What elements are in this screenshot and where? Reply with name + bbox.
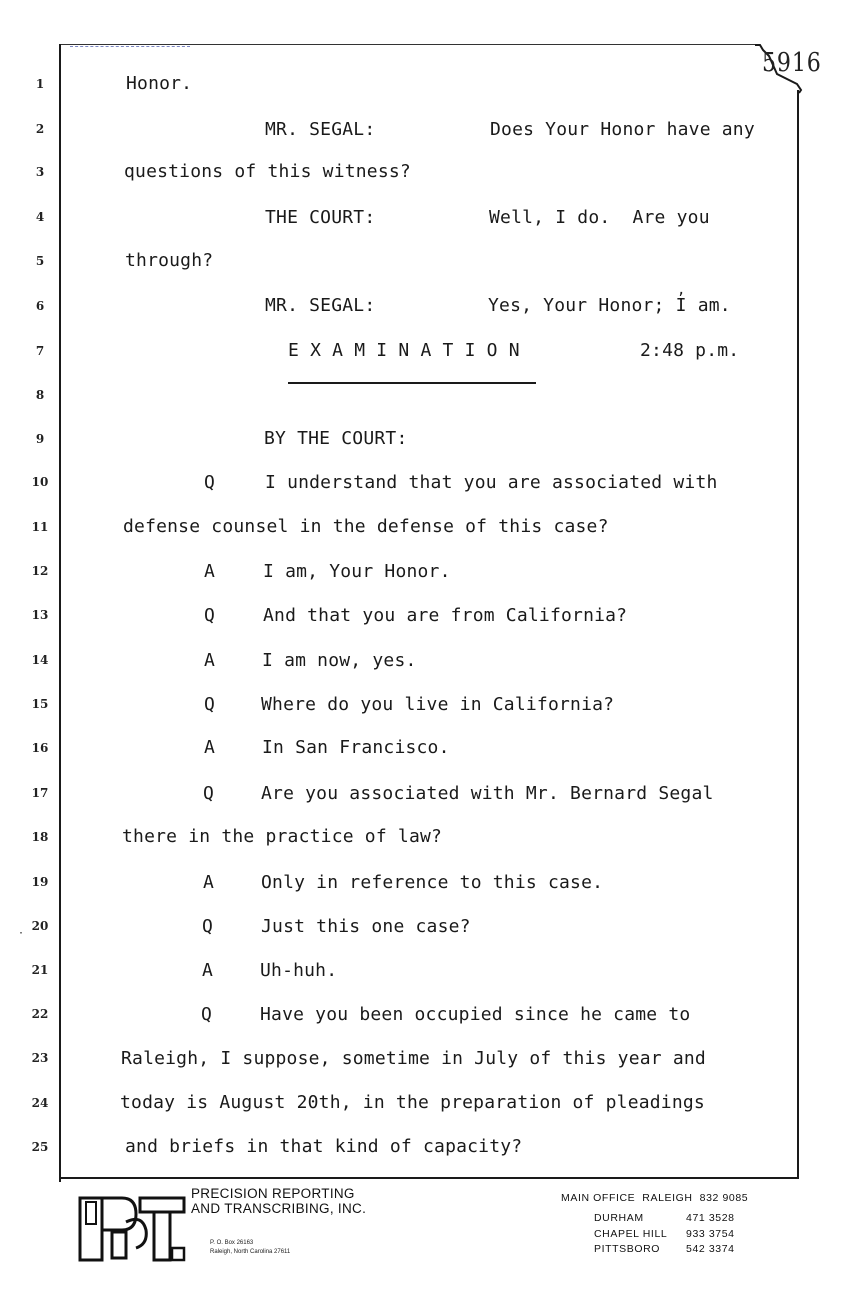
speaker-label: THE COURT: <box>265 207 376 228</box>
qa-label: A <box>202 960 214 981</box>
main-office: MAIN OFFICE RALEIGH 832 9085 <box>561 1192 749 1204</box>
transcript-line: defense counsel in the defense of this case? <box>123 516 609 537</box>
transcript-line: today is August 20th, in the preparation of pleadings <box>120 1092 705 1113</box>
transcript-line: and briefs in that kind of capacity? <box>125 1136 523 1157</box>
qa-label: A <box>204 650 216 671</box>
qa-label: A <box>204 737 216 758</box>
office-city: DURHAM <box>594 1212 644 1224</box>
logo-text: P&T <box>78 1192 80 1193</box>
transcript-line: through? <box>125 250 214 271</box>
line-number: 10 <box>31 475 49 489</box>
qa-label: Q <box>204 472 216 493</box>
transcript-line: Just this one case? <box>261 916 471 937</box>
line-number: 15 <box>31 697 49 711</box>
transcript-line: Honor. <box>126 73 193 94</box>
transcript-line: And that you are from California? <box>263 605 628 626</box>
line-number: 20 <box>31 919 49 933</box>
line-number: 8 <box>35 388 45 402</box>
office-phone: 542 3374 <box>686 1243 735 1255</box>
firm-name-line1: PRECISION REPORTING <box>191 1186 355 1201</box>
line-number: 24 <box>31 1096 49 1110</box>
line-number: 23 <box>31 1051 49 1065</box>
qa-label: Q <box>204 694 216 715</box>
page-border-right <box>797 90 799 1178</box>
transcript-line: Only in reference to this case. <box>261 872 604 893</box>
line-number: 18 <box>31 830 49 844</box>
transcript-line: Well, I do. Are you <box>489 207 710 228</box>
margin-dot: · <box>18 928 25 939</box>
line-number: 17 <box>31 786 49 800</box>
line-number: 7 <box>35 344 45 358</box>
transcript-line: Yes, Your Honor; I am. <box>488 295 731 316</box>
transcript-line: questions of this witness? <box>124 161 411 182</box>
line-number: 16 <box>31 741 49 755</box>
transcript-line: Does Your Honor have any <box>490 119 755 140</box>
transcript-line: I am, Your Honor. <box>263 561 451 582</box>
line-number: 25 <box>31 1140 49 1154</box>
transcript-line: Have you been occupied since he came to <box>260 1004 691 1025</box>
page-border-top <box>60 44 760 45</box>
office-phone: 471 3528 <box>686 1212 735 1224</box>
speaker-label: MR. SEGAL: <box>265 119 376 140</box>
transcript-line: Uh-huh. <box>260 960 338 981</box>
section-heading: E X A M I N A T I O N <box>288 340 520 361</box>
transcript-line: Raleigh, I suppose, sometime in July of this year and <box>121 1048 706 1069</box>
handwritten-mark: , <box>677 282 686 298</box>
office-phone: 933 3754 <box>686 1228 735 1240</box>
qa-label: Q <box>202 916 214 937</box>
transcript-line: I am now, yes. <box>262 650 417 671</box>
transcript-line: Are you associated with Mr. Bernard Segal <box>261 783 714 804</box>
line-number: 1 <box>35 77 45 91</box>
po-city: Raleigh, North Carolina 27611 <box>210 1249 291 1255</box>
page-border-left <box>59 44 61 1182</box>
line-number: 19 <box>31 875 49 889</box>
line-number: 14 <box>31 653 49 667</box>
firm-name-line2: AND TRANSCRIBING, INC. <box>191 1201 367 1216</box>
line-number: 6 <box>35 299 45 313</box>
time-stamp: 2:48 p.m. <box>640 340 740 361</box>
line-number: 13 <box>31 608 49 622</box>
line-number: 4 <box>35 210 45 224</box>
line-number: 11 <box>31 520 49 534</box>
transcript-line: BY THE COURT: <box>264 428 408 449</box>
line-number: 9 <box>35 432 45 446</box>
transcript-line: I understand that you are associated with <box>265 472 718 493</box>
line-number: 12 <box>31 564 49 578</box>
transcript-line: In San Francisco. <box>262 737 450 758</box>
speaker-label: MR. SEGAL: <box>265 295 376 316</box>
line-number: 3 <box>35 165 45 179</box>
office-city: CHAPEL HILL <box>594 1228 668 1240</box>
po-box: P. O. Box 26163 <box>210 1240 254 1246</box>
qa-label: A <box>203 872 215 893</box>
ptr-logo <box>78 1192 188 1266</box>
line-number: 22 <box>31 1007 49 1021</box>
line-number: 21 <box>31 963 49 977</box>
transcript-line: there in the practice of law? <box>122 826 443 847</box>
office-city: PITTSBORO <box>594 1243 661 1255</box>
page-border-top-dashed-mark <box>70 46 190 48</box>
heading-underline <box>288 382 536 384</box>
qa-label: A <box>204 561 216 582</box>
qa-label: Q <box>203 783 215 804</box>
qa-label: Q <box>201 1004 213 1025</box>
line-number: 5 <box>35 254 45 268</box>
line-number: 2 <box>35 122 45 136</box>
page-number: 5916 <box>762 48 822 78</box>
qa-label: Q <box>204 605 216 626</box>
page-border-bottom <box>59 1177 799 1179</box>
transcript-line: Where do you live in California? <box>261 694 615 715</box>
